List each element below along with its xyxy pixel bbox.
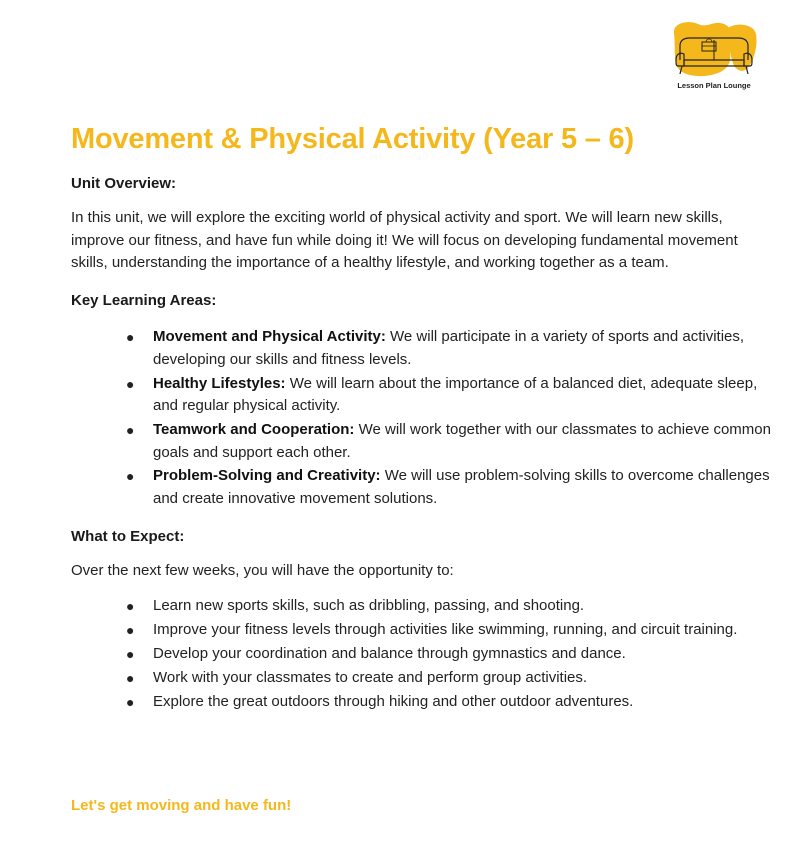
bullet-dot: ● [126,670,135,687]
list-item [71,619,771,642]
list-item [71,419,771,464]
bullet-dot: ● [126,421,135,438]
list-item [71,373,771,418]
bullet-dot: ● [126,375,135,392]
document-body [71,120,771,715]
logo-brand-text: Lesson Plan Lounge [677,81,751,90]
item-term: Teamwork and Cooperation: [153,420,355,438]
page-title: Movement & Physical Activity (Year 5 – 6) [71,123,634,155]
list-item [71,691,771,714]
bullet-dot: ● [126,646,135,663]
overview-text: In this unit, we will explore the exciting world of physical activity and sport. We will learn new skills, improve our fitness, and have fun while doing it! We will focus on developing fundamental movement skills, understanding the importance of a healthy lifestyle, and working together as a team. [71,209,738,272]
item-desc: We will work together with our classmates to achieve common goals and support each other. [153,420,771,461]
list-item [71,326,771,371]
item-text: Explore the great outdoors through hiking and other outdoor adventures. [153,693,634,711]
expect-heading: What to Expect: [71,527,185,545]
item-term: Healthy Lifestyles: [153,374,286,392]
key-areas-heading: Key Learning Areas: [71,292,217,310]
list-item [71,595,771,618]
sofa-icon [668,20,760,80]
closing-line: Let's get moving and have fun! [71,797,292,814]
bullet-dot: ● [126,329,135,346]
list-item [71,465,771,510]
item-text: Develop your coordination and balance through gymnastics and dance. [153,645,626,663]
bullet-dot: ● [126,622,135,639]
overview-heading: Unit Overview: [71,175,177,192]
key-areas-list [71,326,771,511]
list-item [71,643,771,666]
expect-intro: Over the next few weeks, you will have the opportunity to: [71,561,454,579]
item-desc: We will participate in a variety of sports and activities, developing our skills and fitness levels. [153,328,745,368]
item-term: Movement and Physical Activity: [153,328,386,346]
item-desc: We will use problem-solving skills to overcome challenges and create innovative movement solutions. [153,467,770,508]
expect-list [71,595,771,714]
list-item [71,667,771,690]
bullet-dot: ● [126,598,135,615]
item-term: Problem-Solving and Creativity: [153,467,381,485]
bullet-dot: ● [126,694,135,711]
brand-logo [668,20,764,92]
item-text: Improve your fitness levels through activities like swimming, running, and circuit training. [153,621,738,639]
item-desc: We will learn about the importance of a balanced diet, adequate sleep, and regular physical activity. [153,374,758,415]
item-text: Work with your classmates to create and perform group activities. [153,669,588,687]
item-text: Learn new sports skills, such as dribbling, passing, and shooting. [153,597,585,615]
bullet-dot: ● [126,468,135,485]
